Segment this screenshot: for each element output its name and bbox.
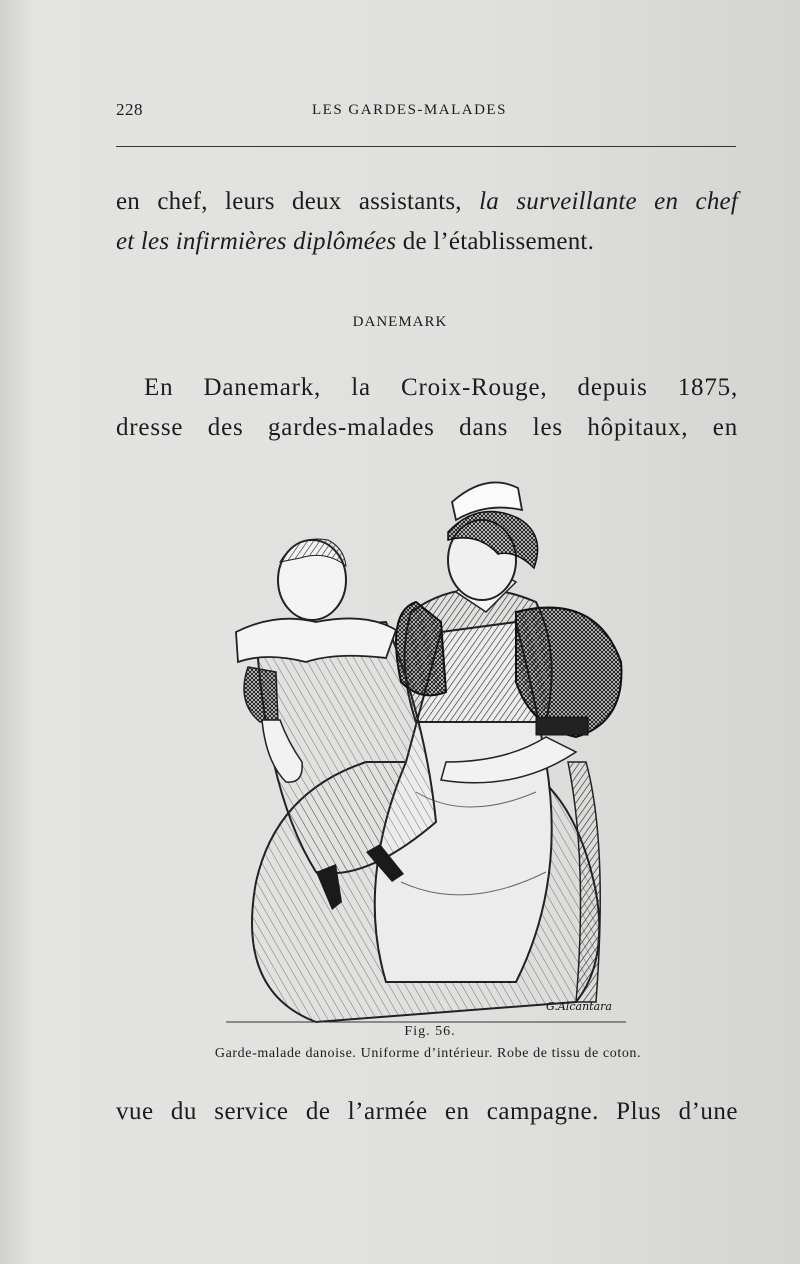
running-head bbox=[116, 100, 736, 126]
header-rule bbox=[116, 146, 736, 147]
artist-signature: G.Alcantara bbox=[546, 1000, 612, 1013]
text-roman: de l’établissement. bbox=[396, 228, 595, 255]
paragraph-1-line-1 bbox=[116, 182, 738, 222]
paragraph-1 bbox=[116, 182, 738, 262]
paragraph-2-line-1: En Danemark, la Croix-Rouge, depuis 1875, bbox=[144, 374, 738, 401]
figure-caption: Garde-malade danoise. Uniforme d’intérieur. Robe de tissu de coton. bbox=[214, 1046, 642, 1061]
paragraph-1-line-2 bbox=[116, 222, 738, 262]
running-title: LES GARDES-MALADES bbox=[312, 102, 507, 118]
paragraph-3-line-1: vue du service de l’armée en campagne. Plus d’une bbox=[116, 1098, 738, 1125]
page-number: 228 bbox=[116, 100, 143, 119]
illustration-nurse-with-child bbox=[216, 462, 636, 1032]
paragraph-2 bbox=[116, 368, 738, 448]
text-italic: et les infirmières diplômées bbox=[116, 228, 397, 255]
engraving bbox=[216, 462, 636, 1032]
figure-label: Fig. 56. bbox=[404, 1024, 456, 1039]
section-heading: DANEMARK bbox=[352, 314, 448, 330]
paragraph-2-line-2: dresse des gardes-malades dans les hôpitaux, en bbox=[116, 414, 738, 441]
paragraph-3 bbox=[116, 1092, 738, 1132]
text-italic: la surveillante en chef bbox=[479, 188, 738, 215]
text-roman: en chef, leurs deux assistants, bbox=[116, 188, 480, 215]
